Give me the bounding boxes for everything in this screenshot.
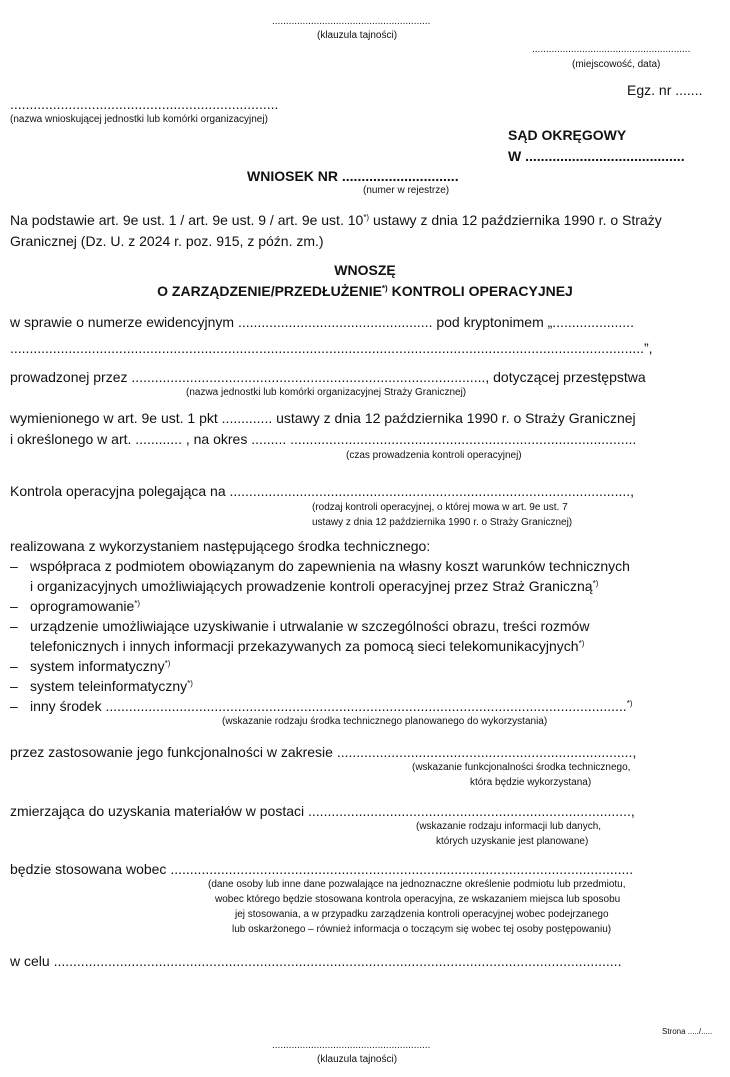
applied-against-caption1: (dane osoby lub inne dane pozwalające na jednoznaczne określenie podmiotu lub przedmiotu, bbox=[208, 879, 626, 890]
functionality-caption1: (wskazanie funkcjonalności środka technicznego, bbox=[412, 762, 631, 773]
applied-against-caption4: lub oskarżonego – również informacja o toczącym się wobec tej osoby postępowaniu) bbox=[232, 924, 612, 935]
legal-basis-line2: Granicznej (Dz. U. z 2024 r. poz. 915, z późn. zm.) bbox=[10, 233, 324, 249]
means-dash-4: – bbox=[10, 658, 18, 674]
request-number: WNIOSEK NR .............................. bbox=[247, 168, 459, 184]
materials-line: zmierzająca do uzyskania materiałów w postaci ..................................................................................., bbox=[10, 803, 635, 819]
classification-dots-bottom: ......................................................... bbox=[272, 1040, 431, 1051]
means-other: inny środek ......................................................................................................................................*) bbox=[30, 698, 633, 714]
means-dash-1: – bbox=[10, 558, 18, 574]
applied-against-line: będzie stosowana wobec ....................................................................................................................... bbox=[10, 861, 634, 877]
legal-basis-line1: Na podstawie art. 9e ust. 1 / art. 9e ust. 9 / art. 9e ust. 10*) ustawy z dnia 12 października 1990 r. o Straży bbox=[10, 212, 662, 228]
copy-number: Egz. nr ....... bbox=[627, 82, 703, 98]
means-dash-6: – bbox=[10, 698, 18, 714]
request-number-caption: (numer w rejestrze) bbox=[363, 185, 450, 196]
control-type-line: Kontrola operacyjna polegająca na ......................................................................................................., bbox=[10, 483, 635, 499]
functionality-caption2: która będzie wykorzystana) bbox=[470, 777, 592, 788]
means-cooperation-line1: współpraca z podmiotem obowiązanym do zapewnienia na własny koszt warunków technicznych bbox=[30, 558, 630, 574]
applied-against-caption3: jej stosowania, a w przypadku zarządzenia kontroli operacyjnej wobec podejrzanego bbox=[235, 909, 609, 920]
court-title: SĄD OKRĘGOWY bbox=[508, 127, 627, 143]
means-other-caption: (wskazanie rodzaju środka technicznego planowanego do wykorzystania) bbox=[222, 716, 548, 727]
means-device-line1: urządzenie umożliwiające uzyskiwanie i utrwalanie w szczególności obrazu, treści rozmów bbox=[30, 618, 590, 634]
page-number: Strona ...../..... bbox=[662, 1027, 713, 1036]
purpose-line: w celu .................................................................................................................................................. bbox=[10, 953, 622, 969]
unit-label: (nazwa wnioskującej jednostki lub komórki organizacyjnej) bbox=[10, 114, 268, 125]
offence-line2: i określonego w art. ............ , na okres ......... ......................................................................................... bbox=[10, 431, 637, 447]
period-caption: (czas prowadzenia kontroli operacyjnej) bbox=[346, 450, 522, 461]
case-number-line: w sprawie o numerze ewidencyjnym .................................................. pod kryptonimem „..................... bbox=[10, 314, 634, 330]
title-request: WNOSZĘ bbox=[334, 262, 396, 278]
place-date-label: (miejscowość, data) bbox=[572, 59, 661, 70]
means-dash-3: – bbox=[10, 618, 18, 634]
court-location: W ......................................... bbox=[508, 148, 685, 164]
classification-dots-top: ......................................................... bbox=[272, 16, 431, 27]
means-dash-5: – bbox=[10, 678, 18, 694]
conducted-by-line: prowadzonej przez ..........................................................................................., dotyczącej przestępstwa bbox=[10, 369, 646, 385]
case-dots-line: ...................................................................................................................................................................”, bbox=[10, 340, 653, 356]
unit-dots: ..................................................................... bbox=[10, 96, 279, 112]
materials-caption1: (wskazanie rodzaju informacji lub danych, bbox=[416, 821, 602, 832]
functionality-line: przez zastosowanie jego funkcjonalności w zakresie ............................................................................, bbox=[10, 744, 637, 760]
offence-line1: wymienionego w art. 9e ust. 1 pkt ............. ustawy z dnia 12 października 1990 r. o Straży Granicznej bbox=[10, 410, 636, 426]
means-cooperation-line2: i organizacyjnych umożliwiających prowadzenie kontroli operacyjnej przez Straż Graniczną*) bbox=[30, 578, 599, 594]
title-control: O ZARZĄDZENIE/PRZEDŁUŻENIE*) KONTROLI OPERACYJNEJ bbox=[157, 283, 573, 299]
control-type-caption2: ustawy z dnia 12 października 1990 r. o Straży Granicznej) bbox=[312, 517, 573, 528]
classification-label-bottom: (klauzula tajności) bbox=[317, 1054, 398, 1065]
means-it-system: system informatyczny*) bbox=[30, 658, 171, 674]
means-teleit-system: system teleinformatyczny*) bbox=[30, 678, 193, 694]
means-dash-2: – bbox=[10, 598, 18, 614]
materials-caption2: których uzyskanie jest planowane) bbox=[436, 836, 589, 847]
means-device-line2: telefonicznych i innych informacji przekazywanych za pomocą sieci telekomunikacyjnych*) bbox=[30, 638, 585, 654]
means-software: oprogramowanie*) bbox=[30, 598, 141, 614]
control-type-caption1: (rodzaj kontroli operacyjnej, o której mowa w art. 9e ust. 7 bbox=[312, 502, 568, 513]
classification-label-top: (klauzula tajności) bbox=[317, 30, 398, 41]
place-date-dots: ......................................................... bbox=[532, 44, 691, 55]
conducted-by-caption: (nazwa jednostki lub komórki organizacyjnej Straży Granicznej) bbox=[186, 387, 467, 398]
means-intro: realizowana z wykorzystaniem następującego środka technicznego: bbox=[10, 538, 431, 554]
applied-against-caption2: wobec którego będzie stosowana kontrola operacyjna, ze wskazaniem miejsca lub sposobu bbox=[215, 894, 621, 905]
